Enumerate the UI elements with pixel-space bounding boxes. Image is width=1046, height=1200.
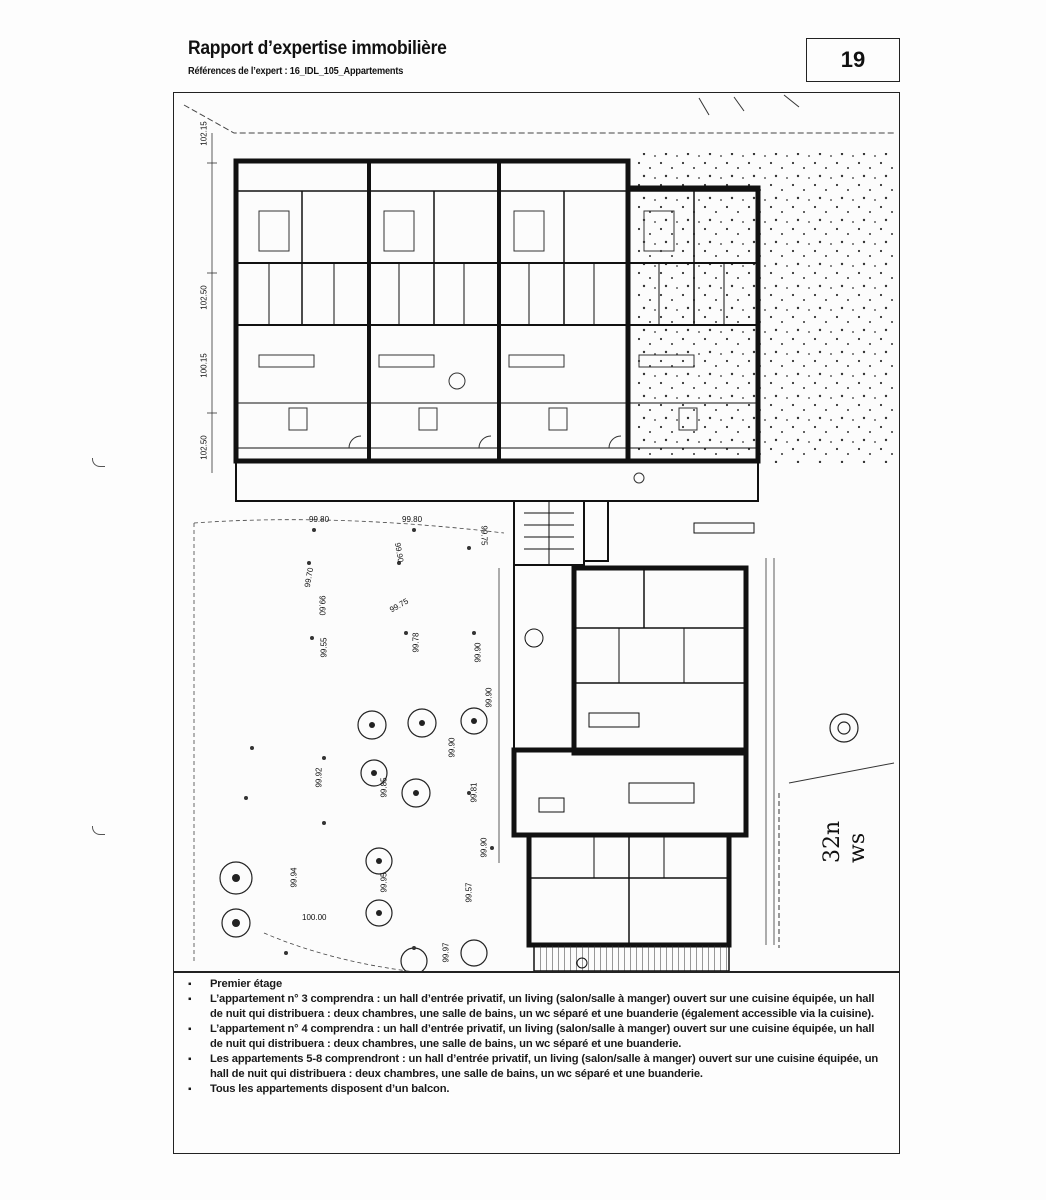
page-number-box — [806, 38, 900, 82]
level-label: 99.90 — [473, 642, 483, 663]
stair-core — [514, 501, 608, 565]
floor-plan — [173, 92, 900, 972]
binder-hole-mark — [92, 458, 105, 467]
level-label: 99.90 — [479, 837, 489, 858]
level-label: 99.75 — [479, 525, 489, 546]
tree-centers — [232, 718, 477, 927]
level-label: 99.78 — [411, 632, 421, 653]
level-label: 99.81 — [469, 782, 479, 803]
level-label: 99.90 — [484, 687, 494, 708]
level-label: 100.00 — [302, 913, 327, 922]
floor-plan-drawing — [174, 93, 900, 972]
dimension-label: 102.15 — [199, 121, 209, 146]
description-list — [184, 977, 889, 1097]
lower-building-block — [514, 523, 754, 945]
handwritten-note: 32n ws — [820, 820, 870, 863]
level-label: 99.70 — [302, 566, 316, 589]
furniture — [259, 211, 697, 483]
list-item: ▪ Premier étage — [184, 977, 889, 992]
level-label: 99.92 — [314, 767, 324, 788]
list-item: ▪ Tous les appartements disposent d’un balcon. — [184, 1082, 889, 1097]
page-number: 19 — [840, 47, 866, 72]
level-label: 99.75 — [388, 596, 410, 615]
description-box — [173, 972, 900, 1154]
level-label: 99.94 — [289, 867, 299, 888]
dimension-label: 100.15 — [199, 353, 209, 378]
level-label: 99.90 — [447, 737, 457, 758]
level-label: 99.55 — [319, 637, 329, 658]
level-label: 99.60 — [317, 595, 327, 616]
level-label: 99.95 — [379, 872, 389, 893]
level-label: 99.80 — [309, 515, 330, 524]
level-label: 99.85 — [379, 777, 389, 798]
balcony-hatch — [534, 945, 729, 971]
expert-reference: Références de l’expert : 16_IDL_105_Appartements — [188, 66, 404, 77]
list-item: ▪ L’appartement n° 3 comprendra : un hall d’entrée privatif, un living (salon/salle à manger) ouvert sur une cuisine équipée, un hall de nuit qui distribuera : deux chambres, une salle de bains, un wc séparé et une buanderie (également accessible via la cuisine). — [184, 992, 889, 1022]
report-title: Rapport d’expertise immobilière — [188, 38, 447, 59]
binder-hole-mark — [92, 826, 105, 835]
dimension-label: 102.50 — [199, 435, 209, 460]
lawn-boundary — [194, 520, 504, 972]
list-item: ▪ Les appartements 5-8 comprendront : un hall d’entrée privatif, un living (salon/salle à manger) ouvert sur une cuisine équipée, un hall de nuit qui distribuera : deux chambres, une salle de bains, un wc séparé et une buanderie. — [184, 1052, 889, 1082]
north-arrow — [699, 95, 799, 115]
dimension-label: 102.50 — [199, 285, 209, 310]
level-label: 99.97 — [441, 942, 451, 963]
level-label: 99.57 — [464, 882, 474, 903]
level-label: 99.80 — [402, 515, 423, 524]
gravel-area — [634, 153, 894, 463]
level-label: 99.90 — [392, 541, 406, 564]
list-item: ▪ L’appartement n° 4 comprendra : un hall d’entrée privatif, un living (salon/salle à manger) ouvert sur une cuisine équipée, un hall de nuit qui distribuera : deux chambres, une salle de bains, un wc séparé et une buanderie. — [184, 1022, 889, 1052]
